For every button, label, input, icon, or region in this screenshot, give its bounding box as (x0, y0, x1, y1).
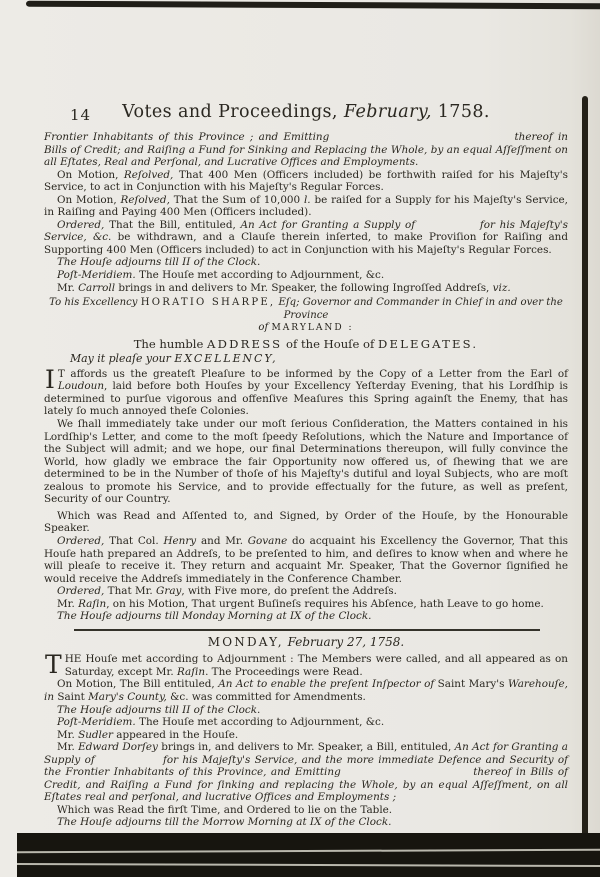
text-segment: Mr. (57, 597, 79, 610)
text-segment: for his Majeſty's Service, &c. (44, 218, 568, 244)
text-segment: Edward Dorſey (78, 741, 158, 754)
text-segment: The Houſe met according to Adjournment, &c. (135, 269, 385, 282)
para-monday-opening (44, 650, 568, 680)
text-segment: Saint (57, 690, 89, 703)
text-segment: Loudoun (57, 380, 105, 393)
text-segment: Ordered, (57, 534, 110, 547)
para-order-bill-withdrawn (44, 219, 568, 257)
text-segment: Gray (156, 585, 182, 598)
text-segment: . The Proceedings were Read. (205, 665, 363, 678)
text-segment: l. (303, 193, 311, 206)
monday-section-heading (44, 636, 568, 649)
text-segment: , with Five more, do preſent the Addreſs. (181, 585, 397, 598)
text-segment: Eſq; Governor and Commander in Chief in and over the Province (275, 297, 563, 321)
text-segment: brings in, and delivers to Mr. Speaker, a Bill, entituled, (157, 741, 455, 754)
text-segment: viz. (492, 281, 511, 294)
para-read-assented (44, 510, 568, 535)
text-segment: Saint Mary's (437, 678, 508, 691)
text-segment: T affords us the greateſt Pleaſure to be informed by the Copy of a Letter from the Earl of (57, 367, 568, 380)
para-order-henry-govane (44, 535, 568, 585)
text-segment: Carroll (78, 281, 116, 294)
text-segment: Sudler (78, 728, 113, 741)
scan-artifact-page-edge-line (17, 849, 600, 854)
address-salutation-line2 (44, 322, 568, 335)
text-segment: An Act for Granting a Supply of (240, 218, 416, 231)
text-segment: , laid before both Houſes by your Excellency Yeſterday Evening, that his Lordſhip is determined to purſue vigorous and offenſive Meaſures this Spring againſt the Enemy, that has lately ſo much annoyed theſe Colonies. (44, 380, 568, 418)
drop-cap-T: T (45, 650, 62, 680)
text-segment: On Motion, (57, 168, 124, 181)
text-segment: Which was Read and Aſſented to, and Signed, by Order of the Houſe, by the Honourable Speaker. (44, 509, 568, 535)
para-frontier-bill-continuation (44, 131, 568, 169)
text-segment: Mr. (57, 728, 79, 741)
para-rasin-leave (44, 598, 568, 611)
scan-artifact-top-edge (26, 1, 600, 10)
text-segment: That 400 Men (Officers included) be forthwith raiſed for his Majeſty's Service, to act in Conjunction with his Majeſty's Regular Forces. (44, 168, 568, 194)
text-segment: Warehouſe, in (44, 678, 568, 703)
text-segment: thereof in Bills of Credit, and Raiſing a Fund for ſinking and replacing the Whole, by an equal Aſſeſſment, on all Eſtates real and perſonal, and lucrative Offices and Employments ; (44, 766, 568, 804)
text-segment: That the Sum of 10,000 (173, 193, 304, 206)
text-segment: do acquaint his Excellency the Governor, That this Houſe hath prepared an Addreſs, to be preſented to him, and deſires to know when and where he will pleaſe to receive it. They return and acquaint Mr. Speaker, That the Governor ſignified he would receive the Addreſs immediately in the Conference Chamber. (44, 534, 568, 585)
text-segment: On Motion, (57, 193, 121, 206)
text-segment: DELEGATES. (377, 336, 479, 351)
text-segment: On Motion, The Bill entituled, (57, 678, 219, 691)
text-segment: appeared in the Houſe. (112, 728, 239, 741)
text-segment: The Houſe adjourns till the Morrow Morning at IX of the Clock. (57, 816, 392, 829)
para-read-first-time (44, 804, 568, 817)
text-segment: &c. was committed for Amendments. (166, 690, 366, 703)
text-segment: HE Houſe met according to Adjournment : The Members were called, and all appeared as on Saturday, except Mr. (64, 653, 568, 678)
address-greeting (44, 353, 568, 366)
scan-artifact-bottom-band (17, 833, 600, 877)
text-segment: EXCELLENCY, (174, 352, 278, 366)
text-segment: be raiſed for a Supply for his Majeſty's Service, in Raiſing and Paying 400 Men (Officers included). (44, 193, 568, 219)
text-segment: The humble (133, 336, 208, 351)
text-segment: We ſhall immediately take under our moſt ſerious Conſideration, the Matters contained in his Lordſhip's Letter, and come to the moſt ſpeedy Reſolutions, which the Nature and Importance of the Subject will admit; and we hope, our final Determinations thereupon, will fully convince the World, how gladly we embrace the fair Opportunity now offered us, of ſhewing that we are determined to be in the Number of thoſe of his Majeſty's dutiful and loyal Subjects, who are moſt zealous to promote his Service, and to provide effectually for the future, as well as preſent, Security of our Country. (44, 418, 568, 506)
text-segment: Mr. (57, 281, 79, 294)
address-title (44, 338, 568, 351)
text-segment: Reſolved, (120, 193, 174, 206)
running-title-year: 1758. (437, 102, 490, 122)
text-segment: The Houſe adjourns till II of the Clock. (57, 256, 261, 269)
para-address-body-1 (44, 364, 568, 418)
text-segment: The Houſe met according to Adjournment, &c. (135, 716, 385, 729)
text-segment: of (258, 322, 272, 334)
document-body (44, 131, 568, 857)
text-segment: An Act for Granting a Supply of (44, 741, 568, 766)
line-adjourn-morrow (44, 816, 568, 829)
address-salutation-line1 (44, 297, 568, 322)
line-post-meridiem-monday (44, 716, 568, 729)
drop-cap-I: I (45, 364, 55, 394)
text-segment: Ordered, (57, 218, 110, 231)
text-segment: Poſt-Meridiem. (57, 269, 136, 282)
text-segment: Henry (163, 534, 197, 547)
text-segment: Govane (247, 534, 288, 547)
text-segment: That Col. (109, 534, 164, 547)
running-title-month: February, (343, 102, 432, 122)
text-segment: Raſin (176, 665, 206, 678)
para-order-gray (44, 585, 568, 598)
text-segment: Frontier Inhabitants of this Province ; and Emitting (44, 131, 330, 143)
scan-artifact-book-edge (582, 96, 588, 877)
text-segment: May it pleaſe your (70, 352, 175, 366)
page-number: 14 (70, 106, 92, 124)
text-segment: HORATIO SHARPE, (140, 297, 276, 309)
text-segment: That Mr. (107, 585, 157, 598)
text-segment: That the Bill, entituled, (109, 218, 241, 231)
text-segment: be withdrawn, and a Clauſe therein inſerted, to make Proviſion for Raiſing and Supporting 400 Men (Officers included) to act in Conjunction with his Majeſty's Regular Forces. (44, 231, 569, 256)
text-segment: To his Excellency (49, 297, 141, 309)
para-carroll-address (44, 282, 568, 295)
text-segment: Mary's County, (88, 690, 167, 703)
running-title (44, 102, 568, 122)
line-house-adjourns-11-monday (44, 704, 568, 717)
para-address-body-2 (44, 418, 568, 506)
text-segment: The Houſe adjourns till Monday Morning at IX of the Clock. (57, 610, 372, 623)
text-segment: Raſin (78, 597, 107, 610)
line-house-adjourns-11 (44, 256, 568, 269)
scan-artifact-page-edge-line (17, 863, 600, 867)
text-segment: An Act to enable the preſent Inſpector of (218, 678, 438, 691)
running-title-text: Votes and Proceedings, (122, 102, 338, 122)
text-segment: Ordered, (57, 585, 108, 598)
text-segment: and Mr. (196, 534, 248, 547)
text-segment: , on his Motion, That urgent Buſineſs requires his Abſence, hath Leave to go home. (106, 597, 544, 610)
line-adjourn-monday (44, 610, 568, 623)
text-segment: MONDAY, (207, 634, 284, 649)
para-resolution-10000l (44, 194, 568, 219)
text-segment: The Houſe adjourns till II of the Clock. (57, 703, 261, 716)
text-segment: ADDRESS (207, 336, 283, 351)
text-segment: thereof in Bills of Credit; and Raiſing a Fund for Sinking and Replacing the Whole, by an equal Aſſeſſment on all Eſtates, Real and Perſonal, and Lucrative Offices and Employments. (44, 131, 568, 169)
line-sudler-appeared (44, 729, 568, 742)
text-segment: February 27, 1758. (283, 634, 405, 649)
page-header (44, 102, 568, 122)
para-st-marys-bill (44, 678, 568, 703)
monday-section-divider (74, 629, 540, 631)
line-post-meridiem (44, 269, 568, 282)
para-dorsey-bill (44, 741, 568, 804)
text-segment: Poſt-Meridiem. (57, 716, 136, 729)
para-resolution-400-men (44, 169, 568, 194)
text-segment: of the Houſe of (282, 336, 378, 351)
text-segment: Mr. (57, 741, 79, 754)
text-segment: MARYLAND : (271, 323, 354, 334)
text-segment: Which was Read the firſt Time, and Ordered to lie on the Table. (57, 803, 393, 816)
text-segment: for his Majeſty's Service, and the more immediate Defence and Security of the Frontier Inhabitants of this Province, and Emitting (44, 753, 568, 779)
text-segment: Reſolved, (123, 168, 179, 181)
text-segment: brings in and delivers to Mr. Speaker, the following Ingroſſed Addreſs, (115, 281, 493, 294)
